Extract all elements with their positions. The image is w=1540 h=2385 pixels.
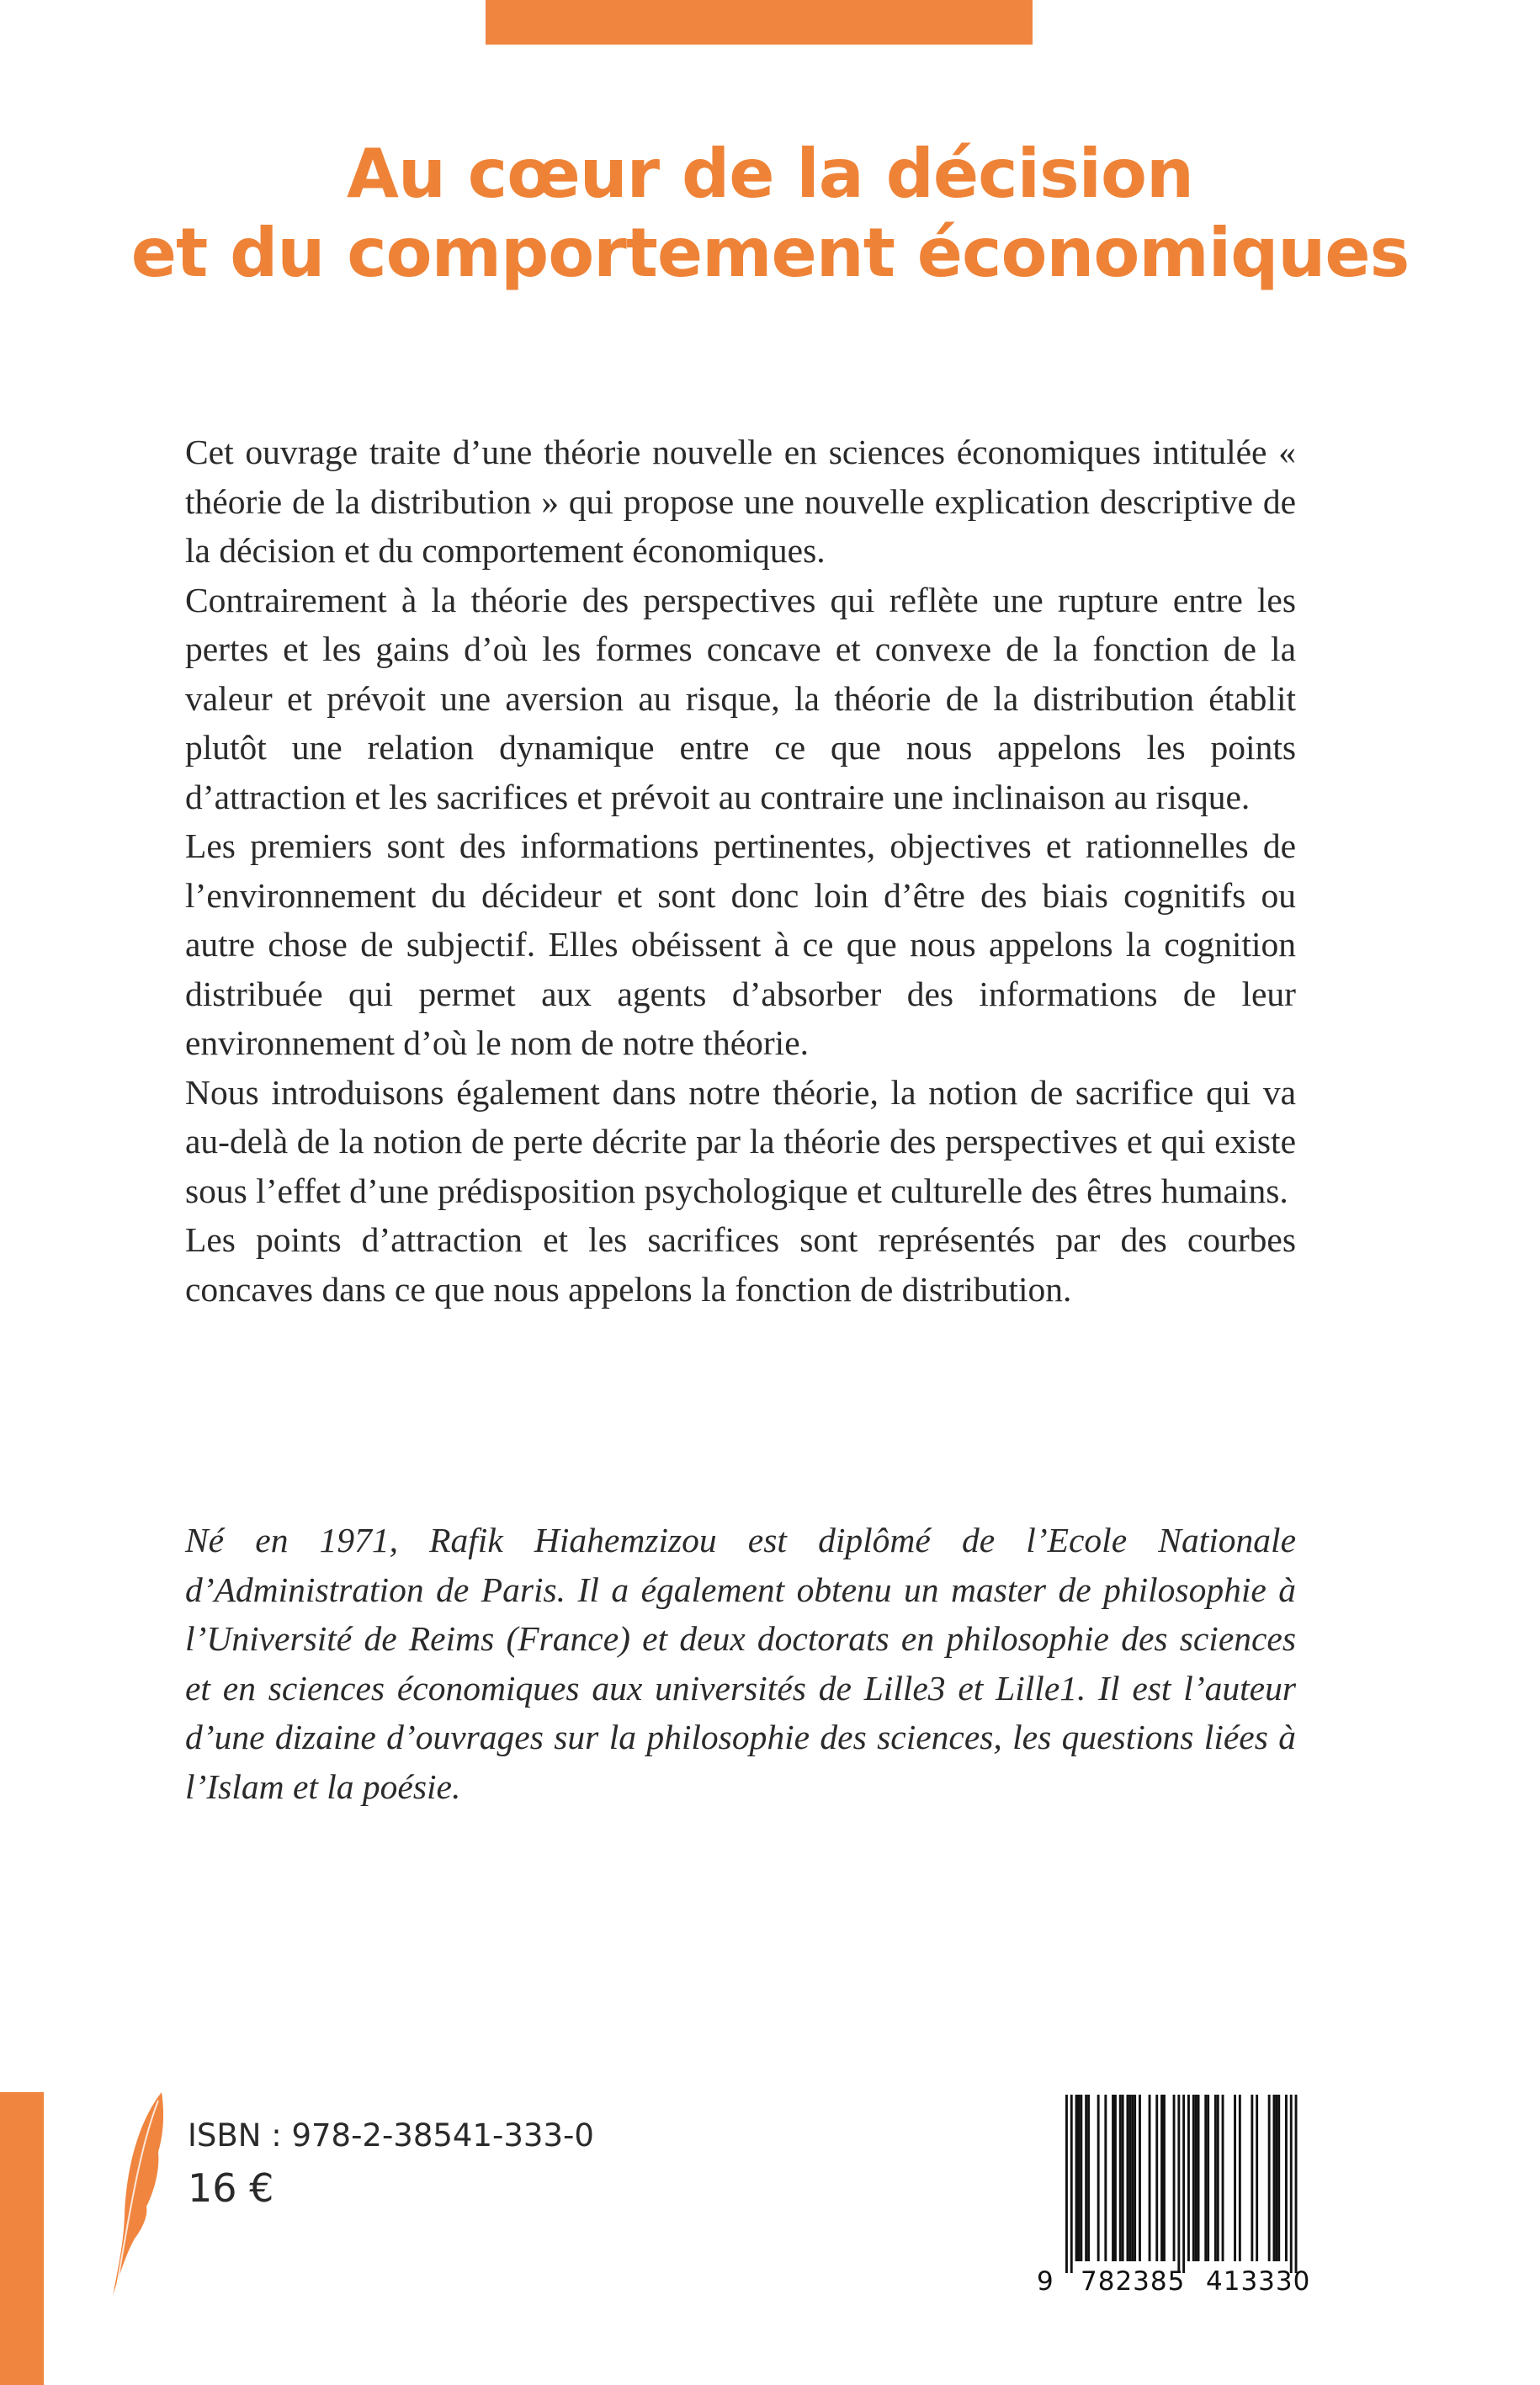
barcode-bar [1122, 2095, 1124, 2261]
summary-paragraph: Les points d’attraction et les sacrifices sont représentés par des courbes concaves dans ce que nous appelons la fonction de distribution. [185, 1220, 1296, 1309]
top-accent-bar [486, 0, 1033, 45]
summary-text [185, 428, 1296, 1314]
barcode-first-digit: 9 [1037, 2266, 1054, 2297]
summary-paragraph: Contrairement à la théorie des perspectives qui reflète une rupture entre les pertes et les gains d’où les formes concave et convexe de la fonction de la valeur et prévoit une aversion au risque, la théorie de la distribution établit plutôt une relation dynamique entre ce que nous appelons les points d’attraction et les sacrifices et prévoit au contraire une inclinaison au risque. [185, 580, 1296, 816]
barcode-bar [1127, 2095, 1129, 2261]
barcode-bar [1104, 2095, 1107, 2261]
barcode-bar [1290, 2095, 1293, 2273]
barcode-bar [1187, 2095, 1190, 2261]
barcode-bar [1192, 2095, 1195, 2261]
barcode-bar [1268, 2095, 1271, 2261]
barcode-bar [1114, 2095, 1117, 2261]
summary-paragraph: Les premiers sont des informations pertinentes, objectives et rationnelles de l’environnement du décideur et sont donc loin d’être des biais cognitifs ou autre chose de subjectif. Elles obéissent à ce que nous appelons la cognition distribuée qui permet aux agents d’absorber des informations de leur environnement d’où le nom de notre théorie. [185, 826, 1296, 1062]
barcode-bar [1214, 2095, 1217, 2261]
barcode [1032, 2088, 1332, 2301]
barcode-bar [1273, 2095, 1276, 2261]
author-bio-text: Né en 1971, Rafik Hiahemzizou est diplômé de l’Ecole Nationale d’Administration de Paris. Il a également obtenu un master de philosophie à l’Université de Reims (France) et deux doctorats en philosophie des sciences et en sciences économiques aux universités de Lille3 et Lille1. Il est l’auteur d’une dizaine d’ouvrages sur la philosophie des sciences, les questions liées à l’Islam et la poésie. [185, 1521, 1296, 1806]
barcode-bar [1065, 2095, 1068, 2273]
title-line-2: et du comportement économiques [130, 214, 1410, 292]
author-bio [185, 1516, 1296, 1811]
barcode-bar [1160, 2095, 1163, 2261]
barcode-bar [1285, 2095, 1288, 2261]
barcode-bar [1078, 2095, 1081, 2261]
barcode-bar [1177, 2095, 1180, 2273]
barcode-bar [1217, 2095, 1219, 2261]
barcode-bar [1295, 2095, 1298, 2273]
barcode-bar [1256, 2095, 1258, 2261]
barcode-bar [1195, 2095, 1197, 2261]
barcode-bar [1182, 2095, 1185, 2273]
barcode-bar [1163, 2095, 1166, 2261]
feather-icon [109, 2089, 168, 2299]
barcode-bar [1139, 2095, 1141, 2261]
price-text: 16 € [188, 2165, 274, 2211]
barcode-bar [1173, 2095, 1176, 2261]
isbn-text: ISBN : 978-2-38541-333-0 [188, 2117, 594, 2154]
title-line-1: Au cœur de la décision [347, 135, 1193, 213]
barcode-bar [1149, 2095, 1151, 2261]
barcode-bar [1131, 2095, 1134, 2261]
barcode-right-digits: 413330 [1206, 2266, 1311, 2297]
barcode-bar [1134, 2095, 1136, 2261]
barcode-bar [1097, 2095, 1100, 2261]
side-accent-bar [0, 2092, 44, 2385]
barcode-bar [1085, 2095, 1087, 2261]
barcode-bar [1239, 2095, 1241, 2261]
barcode-bar [1087, 2095, 1090, 2261]
barcode-bar [1155, 2095, 1158, 2261]
back-cover-title [0, 135, 1540, 293]
barcode-bar [1277, 2095, 1280, 2261]
barcode-bar [1234, 2095, 1236, 2261]
barcode-bar [1207, 2095, 1209, 2261]
barcode-bar [1119, 2095, 1122, 2261]
summary-paragraph: Cet ouvrage traite d’une théorie nouvelle en sciences économiques intitulée « théorie de la distribution » qui propose une nouvelle explication descriptive de la décision et du comportement économiques. [185, 433, 1296, 570]
barcode-bar [1070, 2095, 1073, 2273]
barcode-bar [1075, 2095, 1078, 2261]
summary-paragraph: Nous introduisons également dans notre théorie, la notion de sacrifice qui va au-delà de la notion de perte décrite par la théorie des perspectives et qui existe sous l’effet d’une prédisposition psychologique et culturelle des êtres humains. [185, 1072, 1296, 1210]
barcode-bar [1112, 2095, 1114, 2261]
barcode-bar [1197, 2095, 1200, 2261]
barcode-bar [1204, 2095, 1207, 2261]
barcode-bar [1222, 2095, 1224, 2261]
barcode-bar [1251, 2095, 1253, 2261]
barcode-bar [1080, 2095, 1082, 2261]
barcode-left-digits: 782385 [1081, 2266, 1186, 2297]
barcode-bar [1128, 2095, 1131, 2261]
barcode-bar [1275, 2095, 1277, 2261]
